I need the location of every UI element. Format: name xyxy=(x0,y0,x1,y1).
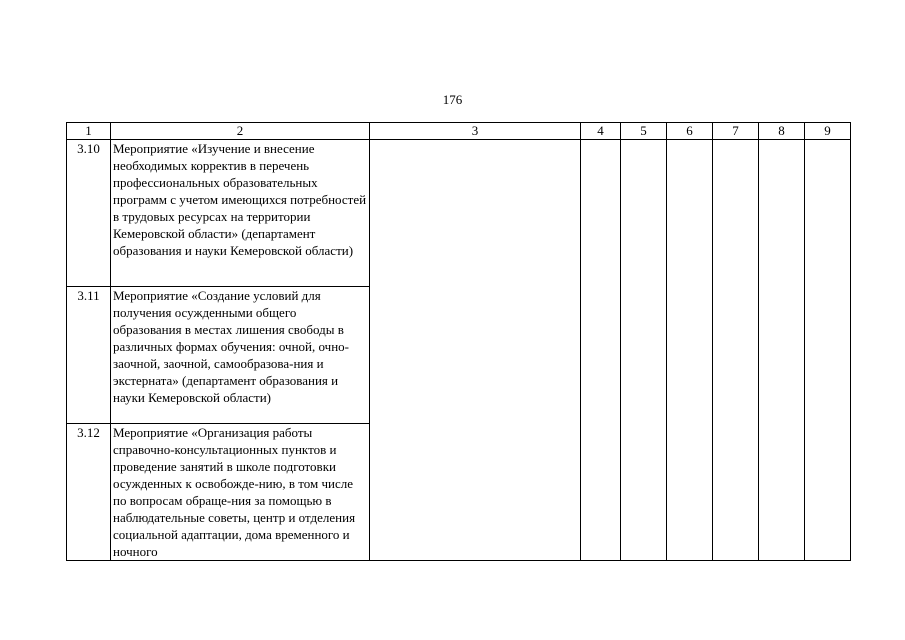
row-description: Мероприятие «Организация работы справочно-консультационных пунктов и проведение занятий в школе подготовки осужденных к освобожде-нию, в том числе по вопросам обраще-ния за помощью в наблюдательные советы, центр и отделения социальной адаптации, дома временного и ночного xyxy=(111,424,370,561)
column-header-5: 5 xyxy=(621,123,667,140)
row-description: Мероприятие «Изучение и внесение необходимых корректив в перечень профессиональных образовательных программ с учетом имеющихся потребностей в трудовых ресурсах на территории Кемеровской области» (департамент образования и науки Кемеровской области) xyxy=(111,140,370,287)
page-number: 176 xyxy=(442,92,463,107)
column-header-6: 6 xyxy=(667,123,713,140)
merged-cell-col-9 xyxy=(805,140,851,561)
row-description: Мероприятие «Создание условий для получения осужденными общего образования в местах лишения свободы в различных формах обучения: очной, очно-заочной, заочной, самообразова-ния и экстерната» (департамент образования и науки Кемеровской области) xyxy=(111,287,370,424)
column-header-2: 2 xyxy=(111,123,370,140)
merged-cell-col-6 xyxy=(667,140,713,561)
merged-cell-col-5 xyxy=(621,140,667,561)
merged-cell-col-4 xyxy=(581,140,621,561)
document-table xyxy=(66,122,851,561)
table-row xyxy=(67,140,851,287)
column-header-8: 8 xyxy=(759,123,805,140)
column-header-9: 9 xyxy=(805,123,851,140)
merged-cell-col-8 xyxy=(759,140,805,561)
merged-cell-col-3 xyxy=(370,140,581,561)
row-number: 3.10 xyxy=(67,140,111,287)
column-header-4: 4 xyxy=(581,123,621,140)
merged-cell-col-7 xyxy=(713,140,759,561)
column-header-1: 1 xyxy=(67,123,111,140)
table-header-row xyxy=(67,123,851,140)
row-number: 3.12 xyxy=(67,424,111,561)
column-header-3: 3 xyxy=(370,123,581,140)
column-header-7: 7 xyxy=(713,123,759,140)
row-number: 3.11 xyxy=(67,287,111,424)
